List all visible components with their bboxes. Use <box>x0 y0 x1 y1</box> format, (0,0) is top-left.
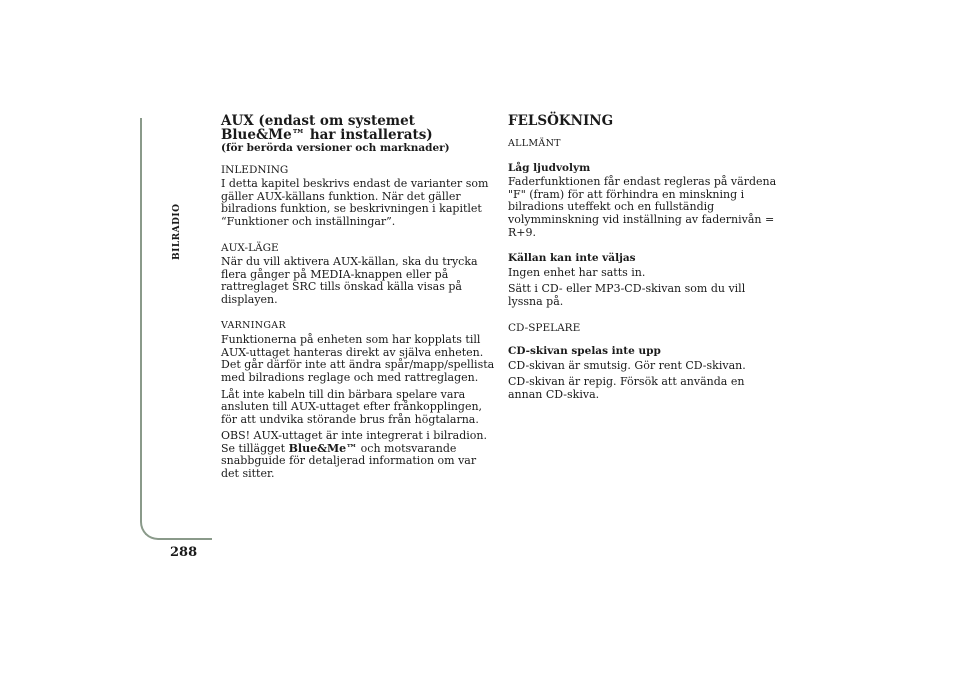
source-heading: Källan kan inte väljas <box>508 252 636 265</box>
low-volume-heading: Låg ljudvolym <box>508 161 591 174</box>
cd-player-heading: CD-SPELARE <box>508 321 581 334</box>
cd-text-1: CD-skivan är smutsig. Gör rent CD-skivan. <box>508 358 746 372</box>
left-column <box>221 114 497 485</box>
aux-title: AUX (endast om systemet Blue&Me™ har installerats) <box>221 113 433 143</box>
blue-me-label: Blue&Me™ <box>288 441 358 455</box>
page-number: 288 <box>170 545 198 560</box>
side-chapter-label: BILRADIO <box>172 203 182 260</box>
intro-heading: INLEDNING <box>221 163 289 176</box>
warnings-text-1: Funktionerna på enheten som har kopplats till AUX-uttaget hanteras direkt av själva enheten. Det går därför inte att ändra spår/mapp/spellista med bilradions reglage och med rattreglagen. <box>221 333 495 384</box>
aux-mode-text: När du vill aktivera AUX-källan, ska du trycka flera gånger på MEDIA-knappen eller på rattreglaget SRC tills önskad källa visas på displayen. <box>221 255 478 306</box>
warnings-heading: VARNINGAR <box>221 319 286 331</box>
intro-text: I detta kapitel beskrivs endast de varianter som gäller AUX-källans funktion. När det gäller bilradions funktion, se beskrivningen i kapitlet “Funktioner och inställningar”. <box>221 177 489 228</box>
source-text-1: Ingen enhet har satts in. <box>508 265 646 279</box>
cd-text-2: CD-skivan är repig. Försök att använda en annan CD-skiva. <box>508 375 745 401</box>
aux-subtitle: (för berörda versioner och marknader) <box>221 142 450 154</box>
troubleshooting-title: FELSÖKNING <box>508 113 614 129</box>
right-column <box>508 114 780 406</box>
general-heading: ALLMÄNT <box>508 138 561 149</box>
cd-not-playing-heading: CD-skivan spelas inte upp <box>508 345 661 358</box>
low-volume-text: Faderfunktionen får endast regleras på värdena "F" (fram) för att förhindra en minskning i bilradions uteffekt och en fullständig volymminskning vid inställning av fadernivån = R+9. <box>508 175 777 239</box>
aux-mode-heading: AUX-LÄGE <box>221 241 279 254</box>
warnings-text-2: Låt inte kabeln till din bärbara spelare vara ansluten till AUX-uttaget efter frånkopplingen, för att undvika störande brus från högtalarna. <box>221 387 483 426</box>
obs-text: OBS! AUX-uttaget är inte integrerat i bilradion. Se tillägget Blue&Me™ och motsvarande snabbguide för detaljerad information om var det sitter. <box>221 429 487 481</box>
source-text-2: Sätt i CD- eller MP3-CD-skivan som du vill lyssna på. <box>508 282 746 308</box>
page-margin-frame <box>140 118 212 540</box>
